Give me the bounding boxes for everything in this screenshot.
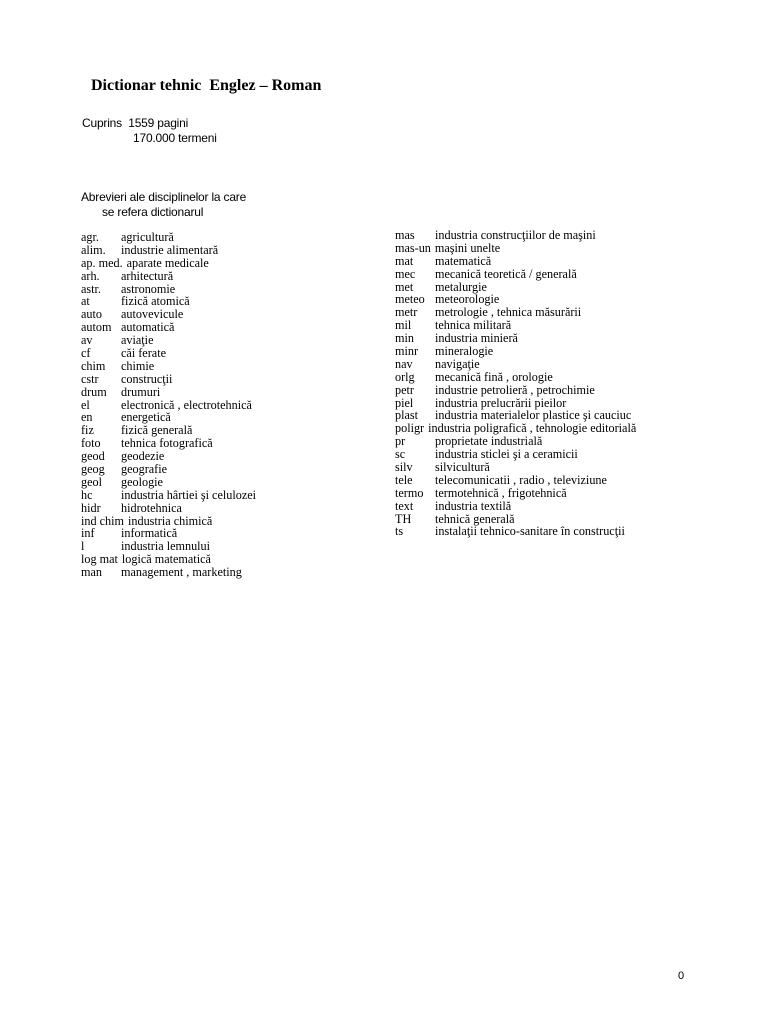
abbreviation-description: geodezie — [121, 449, 165, 464]
abbreviation-description: proprietate industrială — [435, 434, 543, 449]
abbreviation-code: el — [81, 397, 90, 412]
abbreviation-description: construcţii — [121, 371, 173, 386]
abbreviation-description: tehnica militară — [435, 318, 512, 333]
abbreviations-heading — [81, 190, 246, 220]
abbreviation-code: mil — [395, 318, 412, 333]
abbreviation-code: mec — [395, 266, 416, 281]
abbreviation-description: industria lemnului — [121, 539, 211, 554]
abbreviation-entry — [395, 229, 735, 242]
abbreviation-code: inf — [81, 526, 95, 541]
abbreviation-entry — [395, 242, 735, 255]
abbreviation-entry — [81, 386, 381, 399]
abbreviation-description: industria construcţiilor de maşini — [435, 228, 596, 242]
abbreviation-description: industrie alimentară — [121, 242, 219, 257]
abbreviation-description: arhitectură — [121, 268, 174, 283]
abbreviation-entry — [81, 347, 381, 360]
contents-pages: 1559 pagini — [128, 116, 189, 130]
abbreviation-code: en — [81, 410, 93, 425]
abbreviation-description: maşini unelte — [434, 240, 501, 255]
abbreviation-code: poligr — [395, 421, 425, 436]
abbreviation-description: termotehnică , frigotehnică — [435, 485, 567, 500]
abbreviation-code: tele — [395, 472, 413, 487]
abbreviation-entry — [395, 384, 735, 397]
abbreviations-heading-line-2: se refera dictionarul — [102, 205, 204, 219]
abbreviation-description: drumuri — [121, 384, 161, 399]
abbreviation-description: aviaţie — [121, 333, 154, 348]
abbreviation-code: ind chim — [81, 513, 124, 528]
abbreviation-entry — [81, 360, 381, 373]
abbreviations-heading-line-1: Abrevieri ale disciplinelor la care — [81, 190, 247, 204]
abbreviation-code: mas — [395, 228, 415, 242]
document-title: Dictionar tehnic Englez – Roman — [91, 77, 322, 94]
abbreviation-entry — [395, 345, 735, 358]
abbreviation-code: ap. med. — [81, 255, 123, 270]
abbreviation-description: industria materialelor plastice şi cauciuc — [435, 408, 632, 423]
abbreviation-entry — [395, 358, 735, 371]
abbreviation-entry — [81, 476, 381, 489]
abbreviation-entry — [81, 231, 381, 244]
abbreviation-entry — [395, 525, 735, 538]
abbreviation-code: sc — [395, 447, 406, 462]
abbreviation-code: astr. — [81, 281, 101, 296]
abbreviation-entry — [81, 244, 381, 257]
abbreviation-code: geod — [81, 449, 105, 464]
abbreviation-code: chim — [81, 358, 106, 373]
abbreviation-code: av — [81, 333, 93, 348]
abbreviation-code: autom — [81, 320, 112, 335]
page-number: 0 — [678, 970, 685, 982]
abbreviation-description: silvicultură — [435, 460, 490, 475]
abbreviation-description: fizică atomică — [121, 294, 190, 309]
abbreviation-code: alim. — [81, 242, 106, 257]
abbreviation-description: logică matematică — [121, 552, 211, 567]
abbreviation-description: astronomie — [121, 281, 176, 296]
abbreviations-left-column — [81, 231, 381, 579]
abbreviation-entry — [395, 371, 735, 384]
abbreviation-description: geologie — [121, 474, 163, 489]
abbreviation-code: hc — [81, 487, 93, 502]
abbreviation-code: meteo — [395, 292, 425, 307]
abbreviation-description: mineralogie — [435, 344, 494, 359]
abbreviation-entry — [81, 257, 381, 270]
abbreviation-entry — [81, 270, 381, 283]
abbreviation-code: piel — [395, 395, 414, 410]
abbreviation-description: industria prelucrării pieilor — [435, 395, 567, 410]
abbreviation-code: mat — [395, 253, 414, 268]
abbreviation-code: cf — [81, 346, 91, 361]
abbreviation-description: metalurgie — [435, 279, 487, 294]
abbreviation-description: căi ferate — [121, 346, 166, 361]
abbreviation-code: at — [81, 294, 90, 309]
contents-pages-row — [82, 116, 217, 131]
abbreviation-code: hidr — [81, 500, 101, 515]
abbreviation-description: electronică , electrotehnică — [121, 397, 252, 412]
contents-label: Cuprins — [82, 116, 122, 130]
abbreviation-code: text — [395, 498, 414, 513]
abbreviation-entry — [395, 461, 735, 474]
abbreviation-description: matematică — [435, 253, 492, 268]
abbreviation-description: energetică — [121, 410, 171, 425]
abbreviation-code: ts — [395, 524, 404, 539]
abbreviation-description: industria poligrafică , tehnologie editorială — [428, 421, 637, 436]
abbreviation-description: industria chimică — [128, 513, 213, 528]
abbreviation-entry — [395, 268, 735, 281]
abbreviation-code: mas-un — [395, 240, 431, 255]
abbreviation-description: hidrotehnica — [121, 500, 182, 515]
abbreviation-description: metrologie , tehnica măsurării — [435, 305, 582, 320]
abbreviation-description: fizică generală — [121, 423, 193, 438]
abbreviation-description: industria textilă — [435, 498, 512, 513]
abbreviations-right-column — [395, 229, 735, 538]
abbreviation-code: plast — [395, 408, 419, 423]
abbreviation-entry — [395, 487, 735, 500]
abbreviation-description: informatică — [121, 526, 178, 541]
abbreviation-code: silv — [395, 460, 413, 475]
abbreviation-description: tehnica fotografică — [121, 436, 213, 451]
abbreviation-code: cstr — [81, 371, 99, 386]
abbreviation-entry — [395, 255, 735, 268]
abbreviation-code: geog — [81, 462, 105, 477]
abbreviation-entry — [81, 489, 381, 502]
abbreviation-description: automatică — [121, 320, 175, 335]
abbreviation-description: mecanică teoretică / generală — [435, 266, 577, 281]
abbreviation-code: arh. — [81, 268, 100, 283]
abbreviation-code: l — [81, 539, 85, 554]
abbreviation-description: tehnică generală — [435, 511, 515, 526]
abbreviation-description: mecanică fină , orologie — [435, 369, 553, 384]
abbreviation-description: autovevicule — [121, 307, 184, 322]
abbreviation-description: chimie — [121, 358, 155, 373]
abbreviation-code: geol — [81, 474, 102, 489]
abbreviation-code: minr — [395, 344, 419, 359]
abbreviation-code: agr. — [81, 230, 99, 244]
abbreviation-code: petr — [395, 382, 414, 397]
abbreviation-description: instalaţii tehnico-sanitare în construcţii — [435, 524, 625, 539]
abbreviation-description: industria sticlei şi a ceramicii — [435, 447, 578, 462]
abbreviation-code: termo — [395, 485, 424, 500]
abbreviation-code: min — [395, 331, 414, 346]
abbreviation-description: agricultură — [121, 230, 174, 244]
abbreviation-description: navigaţie — [435, 356, 480, 371]
abbreviation-entry — [81, 502, 381, 515]
contents-terms-row — [82, 131, 217, 146]
abbreviation-code: log mat — [81, 552, 118, 567]
abbreviation-description: industria minieră — [435, 331, 518, 346]
abbreviation-description: industrie petrolieră , petrochimie — [435, 382, 595, 397]
abbreviation-code: fiz — [81, 423, 94, 438]
abbreviation-description: aparate medicale — [126, 255, 209, 270]
abbreviation-code: nav — [395, 356, 413, 371]
abbreviation-description: geografie — [121, 462, 168, 477]
abbreviation-code: auto — [81, 307, 102, 322]
abbreviation-code: metr — [395, 305, 418, 320]
abbreviation-description: meteorologie — [435, 292, 500, 307]
abbreviation-entry — [395, 474, 735, 487]
abbreviation-code: pr — [395, 434, 406, 449]
abbreviation-description: management , marketing — [121, 565, 242, 580]
abbreviation-code: met — [395, 279, 414, 294]
abbreviation-entry — [395, 500, 735, 513]
abbreviation-code: orlg — [395, 369, 415, 384]
contents-block — [82, 116, 217, 146]
abbreviation-code: foto — [81, 436, 101, 451]
abbreviation-entry — [81, 373, 381, 386]
contents-terms: 170.000 termeni — [133, 131, 217, 145]
abbreviation-entry — [81, 566, 381, 579]
abbreviation-code: drum — [81, 384, 107, 399]
abbreviation-description: telecomunicatii , radio , televiziune — [435, 472, 607, 487]
abbreviation-code: TH — [395, 511, 412, 526]
abbreviation-code: man — [81, 565, 102, 580]
abbreviation-entry — [81, 463, 381, 476]
abbreviation-description: industria hârtiei şi celulozei — [121, 487, 257, 502]
